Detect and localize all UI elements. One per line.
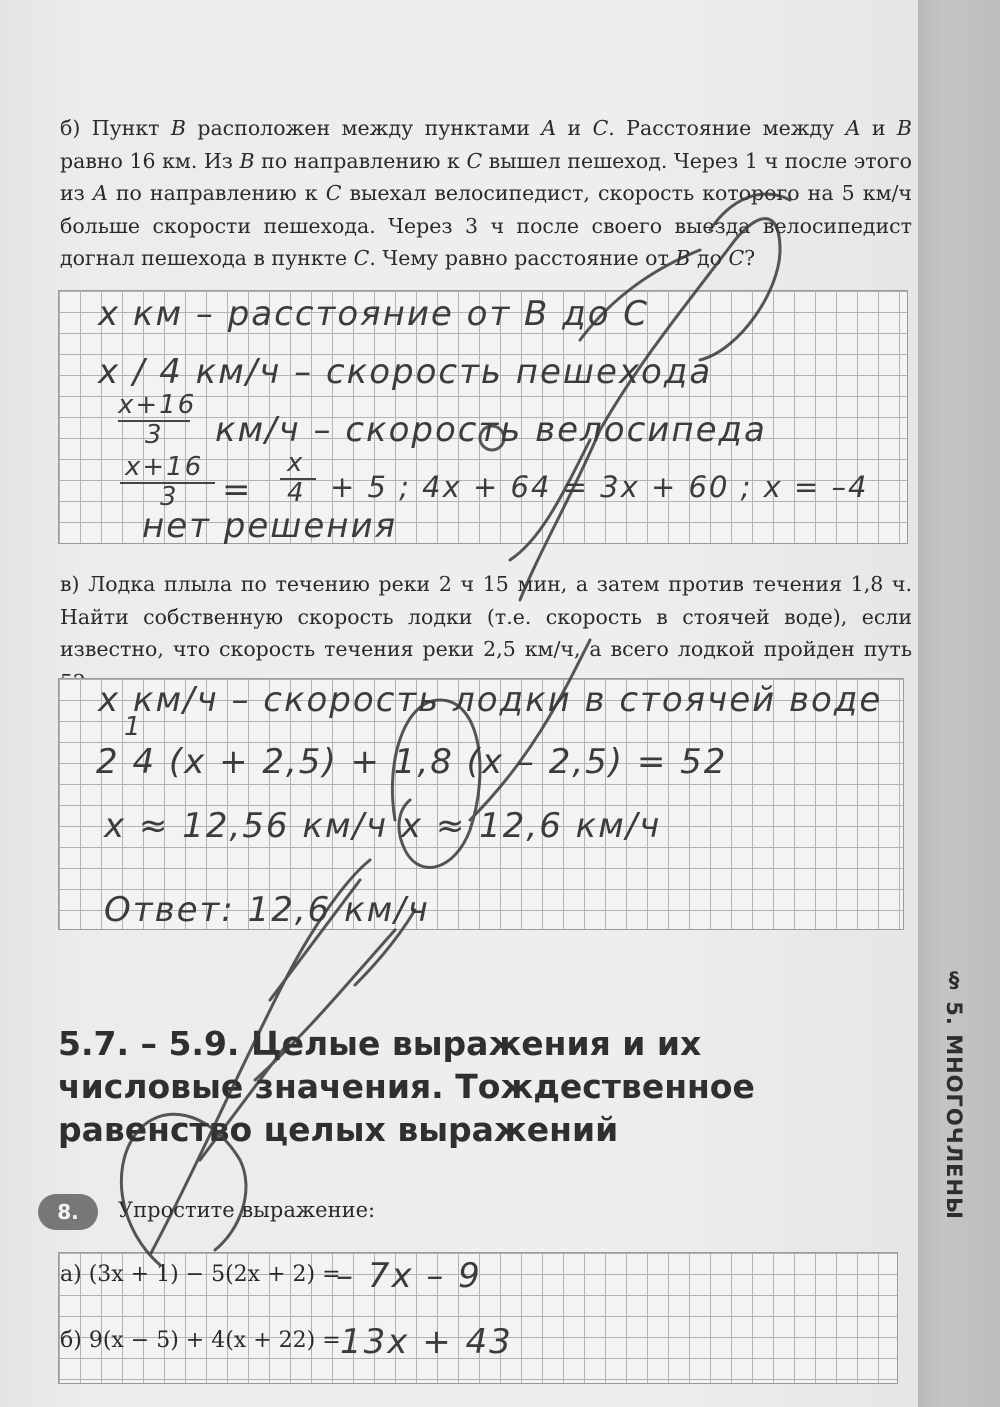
fraction-numerator: 1	[124, 712, 143, 742]
fraction-numerator: x	[287, 448, 305, 478]
fraction-numerator: x+16	[125, 452, 204, 482]
problem-v-text: в) Лодка плыла по течению реки 2 ч 15 мин, а затем против течения 1,8 ч. Найти собственную скорость лодки (т.е. скорость в стоячей воде), если известно, что скорость течения реки 2,5 км/ч, а всего лодкой пройден путь	[60, 572, 912, 661]
handwriting-line: 2 4 (x + 2,5) + 1,8 (x – 2,5) = 52	[96, 742, 728, 782]
handwritten-answer: 13x + 43	[340, 1322, 513, 1362]
fraction-denominator: 4	[287, 478, 306, 508]
handwriting-line: км/ч – скорость велосипеда	[215, 410, 767, 450]
section-title: 5.7. – 5.9. Целые выражения и их числовые значения. Тождественное равенство целых выражений	[58, 1024, 755, 1149]
equals-sign: =	[222, 470, 253, 510]
chapter-title: § 5. МНОГОЧЛЕНЫ	[942, 968, 966, 1220]
handwriting-line: x ≈ 12,56 км/ч x ≈ 12,6 км/ч	[104, 806, 662, 846]
handwriting-line: + 5 ; 4x + 64 = 3x + 60 ; x = –4	[330, 470, 869, 504]
handwriting-line: x км – расстояние от B до C	[98, 294, 650, 334]
handwriting-line: x / 4 км/ч – скорость пешехода	[98, 352, 713, 392]
fraction-denominator: 3	[160, 482, 179, 512]
problem-b-text: б) Пункт B расположен между пунктами A и C. Расстояние между A и B равно 16 км. Из B по направлению к C вышел пешеход. Через 1 ч после этого из A по направлению к C выехал велосипедист, скорость которого на 5 км/ч больше скорости пешехода. Через 3 ч после своего выезда велосипедист догнал пешехода в пункте C. Чему равно расстояние от B до C?	[60, 116, 913, 270]
task-label: Упростите выражение:	[118, 1198, 376, 1222]
handwriting-line: x км/ч – скорость лодки в стоячей воде	[98, 680, 883, 720]
fraction-denominator: 3	[145, 420, 164, 450]
fraction-numerator: x+16	[118, 390, 197, 420]
printed-expression: а) (3x + 1) − 5(2x + 2) =	[60, 1262, 341, 1287]
task-number-badge: 8.	[38, 1194, 98, 1230]
printed-expression: б) 9(x − 5) + 4(x + 22) =	[60, 1328, 341, 1353]
handwritten-answer: – 7x – 9	[336, 1256, 482, 1296]
handwriting-answer: Ответ: 12,6 км/ч	[104, 890, 430, 930]
handwriting-line: нет решения	[142, 506, 398, 546]
